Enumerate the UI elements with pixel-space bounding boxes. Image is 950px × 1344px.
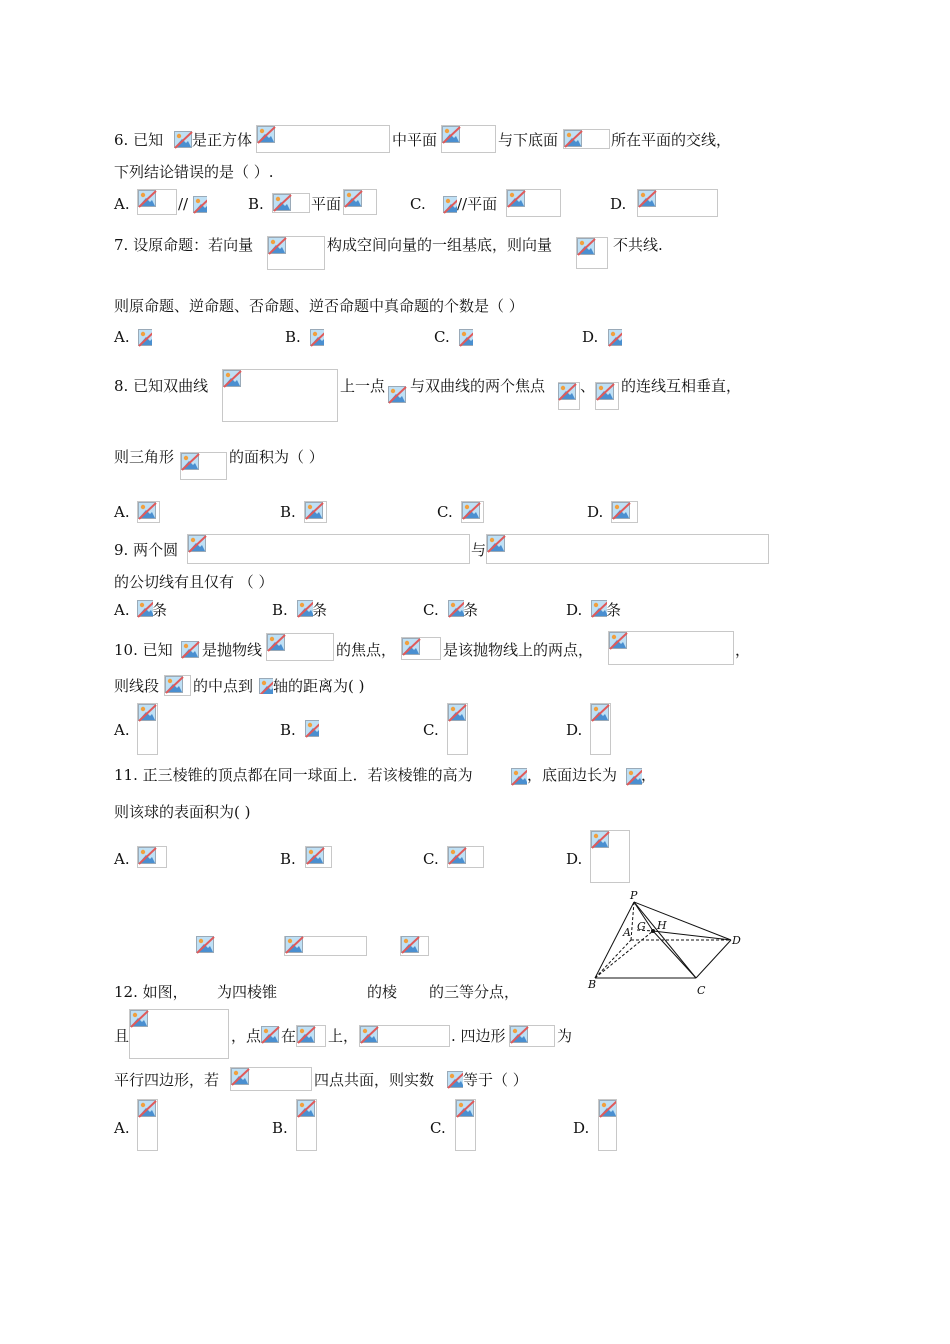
q7-option-b-label: B. xyxy=(285,328,301,346)
q10-option-a-label: A. xyxy=(114,721,130,739)
q9-option-a-unit: 条 xyxy=(152,601,168,619)
q11-text-2: ，底面边长为 xyxy=(527,766,618,784)
label-d: D xyxy=(732,934,741,947)
broken-image-icon xyxy=(402,638,423,657)
q12-text-7: 在 xyxy=(281,1027,297,1045)
q11-line-2: 则该球的表面积为( ) xyxy=(114,803,251,821)
q9-option-c-unit: 条 xyxy=(463,601,479,619)
q7-text-1: 7. 设原命题：若向量 xyxy=(114,236,254,254)
q8-text-1: 8. 已知双曲线 xyxy=(114,377,209,395)
q12-text-3: 的棱 xyxy=(367,983,398,1001)
q7-option-c-label: C. xyxy=(434,328,450,346)
q6-text-3: 中平面 xyxy=(392,131,438,149)
q6-text-5: 所在平面的交线， xyxy=(611,131,732,149)
broken-image-icon xyxy=(443,196,457,215)
q12-text-11: 平行四边形，若 xyxy=(114,1071,220,1089)
label-c: C xyxy=(697,984,706,997)
q9-option-b-label: B. xyxy=(272,601,288,619)
q12-option-a-label: A. xyxy=(114,1119,130,1137)
q7-line-2: 则原命题、逆命题、否命题、逆否命题中真命题的个数是（ ） xyxy=(114,297,524,315)
broken-image-icon xyxy=(596,383,617,402)
q10-option-d-label: D. xyxy=(566,721,583,739)
q6-option-d-label: D. xyxy=(610,195,627,213)
broken-image-icon xyxy=(462,502,483,521)
q8-text-6: 则三角形 xyxy=(114,448,175,466)
broken-image-icon xyxy=(285,936,306,955)
q8-text-2: 上一点 xyxy=(340,377,386,395)
broken-image-icon xyxy=(257,126,278,145)
q10-text-4: 是该抛物线上的两点， xyxy=(443,641,594,659)
broken-image-icon xyxy=(188,535,209,554)
q8-option-a-label: A. xyxy=(114,503,130,521)
broken-image-icon xyxy=(448,704,467,723)
q8-option-d-label: D. xyxy=(587,503,604,521)
label-g: G xyxy=(637,920,646,933)
q11-text-1: 11. 正三棱锥的顶点都在同一球面上．若该棱锥的高为 xyxy=(114,766,473,784)
broken-image-icon xyxy=(193,196,207,215)
broken-image-icon xyxy=(297,600,313,619)
broken-image-icon xyxy=(447,1071,463,1090)
broken-image-icon xyxy=(388,386,409,405)
q10-text-2: 是抛物线 xyxy=(202,641,263,659)
broken-image-icon xyxy=(564,130,585,149)
broken-image-icon xyxy=(165,676,186,695)
label-a: A xyxy=(623,926,631,939)
q8-text-7: 的面积为（ ） xyxy=(229,448,324,466)
q9-option-d-unit: 条 xyxy=(606,601,622,619)
broken-image-icon xyxy=(456,1100,475,1119)
q7-text-3: 不共线. xyxy=(613,236,663,254)
q9-option-d-label: D. xyxy=(566,601,583,619)
broken-image-icon xyxy=(448,847,469,866)
q6-option-b-label: B. xyxy=(248,195,264,213)
broken-image-icon xyxy=(510,1026,531,1045)
q6-option-c-text: //平面 xyxy=(457,195,498,213)
broken-image-icon xyxy=(305,720,319,739)
broken-image-icon xyxy=(599,1100,616,1119)
q12-option-c-label: C. xyxy=(430,1119,446,1137)
q9-line-2: 的公切线有且仅有 （ ） xyxy=(114,573,274,591)
q12-text-5: 且 xyxy=(114,1027,130,1045)
formula-image-box xyxy=(486,534,769,564)
q12-text-13: 等于（ ） xyxy=(463,1071,528,1089)
broken-image-icon xyxy=(138,329,152,348)
q10-text-7: 的中点到 xyxy=(193,677,254,695)
q12-text-2: 为四棱锥 xyxy=(217,983,278,1001)
broken-image-icon xyxy=(130,1010,151,1029)
broken-image-icon xyxy=(360,1026,381,1045)
broken-image-icon xyxy=(259,678,273,694)
q12-text-9: . 四边形 xyxy=(451,1027,506,1045)
q7-option-d-label: D. xyxy=(582,328,599,346)
label-b: B xyxy=(588,978,597,991)
q11-text-3: ， xyxy=(641,766,657,784)
q9-option-b-unit: 条 xyxy=(312,601,328,619)
q7-text-2: 构成空间向量的一组基底，则向量 xyxy=(327,236,553,254)
broken-image-icon xyxy=(231,1068,252,1087)
broken-image-icon xyxy=(223,370,244,389)
q6-text-1: 6. 已知 xyxy=(114,131,164,149)
broken-image-icon xyxy=(305,502,326,521)
broken-image-icon xyxy=(306,847,327,866)
broken-image-icon xyxy=(577,238,598,257)
q9-option-c-label: C. xyxy=(423,601,439,619)
broken-image-icon xyxy=(442,126,463,145)
q10-text-6: 则线段 xyxy=(114,677,160,695)
q12-text-10: 为 xyxy=(557,1027,573,1045)
broken-image-icon xyxy=(609,632,630,651)
q9-option-a-label: A. xyxy=(114,601,130,619)
q8-option-b-label: B. xyxy=(280,503,296,521)
broken-image-icon xyxy=(558,383,579,402)
q11-option-a-label: A. xyxy=(114,850,130,868)
q6-option-c-label: C. xyxy=(410,195,426,213)
broken-image-icon xyxy=(448,600,464,619)
q9-text-2: 与 xyxy=(471,541,487,559)
q6-option-b-text: 平面 xyxy=(311,195,342,213)
q11-option-b-label: B. xyxy=(280,850,296,868)
broken-image-icon xyxy=(138,847,159,866)
q10-text-3: 的焦点， xyxy=(336,641,397,659)
broken-image-icon xyxy=(487,535,508,554)
broken-image-icon xyxy=(591,600,607,619)
broken-image-icon xyxy=(297,1100,316,1119)
q8-text-3: 与双曲线的两个焦点 xyxy=(410,377,546,395)
label-p: P xyxy=(630,889,638,902)
q12-text-8: 上， xyxy=(328,1027,359,1045)
q8-option-c-label: C. xyxy=(437,503,453,521)
broken-image-icon xyxy=(507,190,528,209)
broken-image-icon xyxy=(626,768,642,787)
broken-image-icon xyxy=(137,600,153,619)
broken-image-icon xyxy=(401,936,422,955)
broken-image-icon xyxy=(344,190,365,209)
label-h: H xyxy=(657,919,667,932)
broken-image-icon xyxy=(310,329,324,348)
q10-option-c-label: C. xyxy=(423,721,439,739)
broken-image-icon xyxy=(138,190,159,209)
broken-image-icon xyxy=(591,704,610,723)
broken-image-icon xyxy=(591,831,612,850)
q12-option-b-label: B. xyxy=(272,1119,288,1137)
broken-image-icon xyxy=(608,329,622,348)
formula-image-box xyxy=(187,534,470,564)
broken-image-icon xyxy=(181,453,202,472)
broken-image-icon xyxy=(261,1026,282,1045)
q11-option-d-label: D. xyxy=(566,850,583,868)
q6-text-4: 与下底面 xyxy=(498,131,559,149)
broken-image-icon xyxy=(268,237,289,256)
q6-text-2: 是正方体 xyxy=(192,131,253,149)
q8-text-4: 、 xyxy=(580,377,596,395)
q10-text-8: 轴的距离为( ) xyxy=(273,677,365,695)
q9-text-1: 9. 两个圆 xyxy=(114,541,179,559)
pyramid-figure xyxy=(585,886,745,1002)
q10-text-5: ， xyxy=(735,641,751,659)
broken-image-icon xyxy=(297,1026,318,1045)
broken-image-icon xyxy=(267,634,288,653)
q8-text-5: 的连线互相垂直， xyxy=(621,377,742,395)
q6-option-a-label: A. xyxy=(114,195,130,213)
broken-image-icon xyxy=(181,641,202,660)
q12-text-6: ，点 xyxy=(231,1027,262,1045)
broken-image-icon xyxy=(138,1100,157,1119)
q10-option-b-label: B. xyxy=(280,721,296,739)
q12-text-4: 的三等分点， xyxy=(429,983,520,1001)
q6-option-a-text: // xyxy=(178,195,189,213)
q11-option-c-label: C. xyxy=(423,850,439,868)
broken-image-icon xyxy=(459,329,473,348)
q7-option-a-label: A. xyxy=(114,328,130,346)
q12-text-12: 四点共面，则实数 xyxy=(314,1071,435,1089)
q6-line-2: 下列结论错误的是（ ）. xyxy=(114,163,274,181)
broken-image-icon xyxy=(196,936,217,955)
q10-text-1: 10. 已知 xyxy=(114,641,173,659)
broken-image-icon xyxy=(511,768,527,787)
broken-image-icon xyxy=(638,190,659,209)
broken-image-icon xyxy=(138,502,159,521)
broken-image-icon xyxy=(273,194,294,213)
q12-text-1: 12. 如图， xyxy=(114,983,188,1001)
q12-option-d-label: D. xyxy=(573,1119,590,1137)
broken-image-icon xyxy=(138,704,157,723)
broken-image-icon xyxy=(612,502,633,521)
